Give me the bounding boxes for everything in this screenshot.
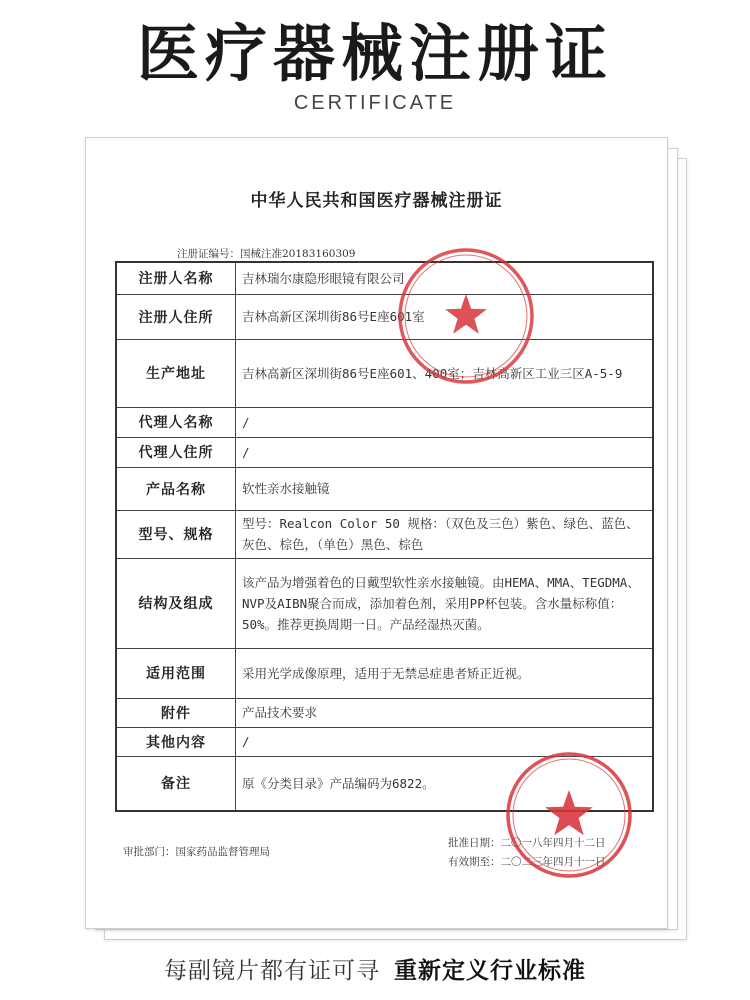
registration-number [177, 246, 356, 261]
registration-number-value: 国械注准20183160309 [240, 248, 356, 260]
row-label: 注册人住所 [116, 294, 236, 339]
approval-department: 审批部门：国家药品监督管理局 [123, 846, 270, 858]
approval-date: 批准日期：二〇一八年四月十二日 [448, 837, 606, 849]
certificate-table [115, 261, 654, 812]
authority-seal-icon [504, 750, 634, 880]
row-value: 吉林高新区深圳街86号E座601、400室；吉林高新区工业三区A-5-9 [236, 339, 654, 407]
table-row [116, 648, 653, 698]
table-row [116, 510, 653, 558]
company-seal-icon [396, 246, 536, 386]
row-label: 生产地址 [116, 339, 236, 407]
row-value: 该产品为增强着色的日戴型软性亲水接触镜。由HEMA、MMA、TEGDMA、NVP及AIBN聚合而成，添加着色剂，采用PP杯包装。含水量标称值：50%。推荐更换周期一日。产品经湿热灭菌。 [236, 558, 654, 648]
table-row [116, 558, 653, 648]
row-value: 吉林瑞尔康隐形眼镜有限公司 [236, 262, 654, 294]
registration-number-label: 注册证编号： [177, 248, 240, 260]
row-value: 吉林高新区深圳街86号E座601室 [236, 294, 654, 339]
row-label: 附件 [116, 698, 236, 727]
row-label: 结构及组成 [116, 558, 236, 648]
row-label: 产品名称 [116, 467, 236, 510]
row-label: 注册人名称 [116, 262, 236, 294]
row-value: 采用光学成像原理，适用于无禁忌症患者矫正近视。 [236, 648, 654, 698]
footer-highlight: 重新定义行业标准 [394, 958, 586, 984]
table-row [116, 407, 653, 437]
certificate-sheet [85, 137, 668, 929]
table-row [116, 437, 653, 467]
row-label: 备注 [116, 756, 236, 811]
row-label: 代理人住所 [116, 437, 236, 467]
row-value: 产品技术要求 [236, 698, 654, 727]
footer-text: 每副镜片都有证可寻 [164, 958, 380, 984]
table-row [116, 467, 653, 510]
page-subtitle: CERTIFICATE [293, 92, 457, 114]
footer-slogan [0, 952, 750, 985]
row-value: 型号：Realcon Color 50 规格：（双色及三色）紫色、绿色、蓝色、灰色、棕色，（单色）黑色、棕色 [236, 510, 654, 558]
table-row [116, 339, 653, 407]
row-value: / [236, 407, 654, 437]
row-label: 其他内容 [116, 727, 236, 756]
certificate-heading: 中华人民共和国医疗器械注册证 [250, 191, 503, 211]
table-row [116, 698, 653, 727]
row-label: 适用范围 [116, 648, 236, 698]
row-value: / [236, 727, 654, 756]
valid-until-date: 有效期至：二〇二三年四月十一日 [448, 856, 606, 868]
page-title: 医疗器械注册证 [136, 17, 613, 90]
row-label: 型号、规格 [116, 510, 236, 558]
table-row [116, 262, 653, 294]
row-value: 软性亲水接触镜 [236, 467, 654, 510]
row-value: 原《分类目录》产品编码为6822。 [236, 756, 654, 811]
row-value: / [236, 437, 654, 467]
row-label: 代理人名称 [116, 407, 236, 437]
table-row [116, 294, 653, 339]
